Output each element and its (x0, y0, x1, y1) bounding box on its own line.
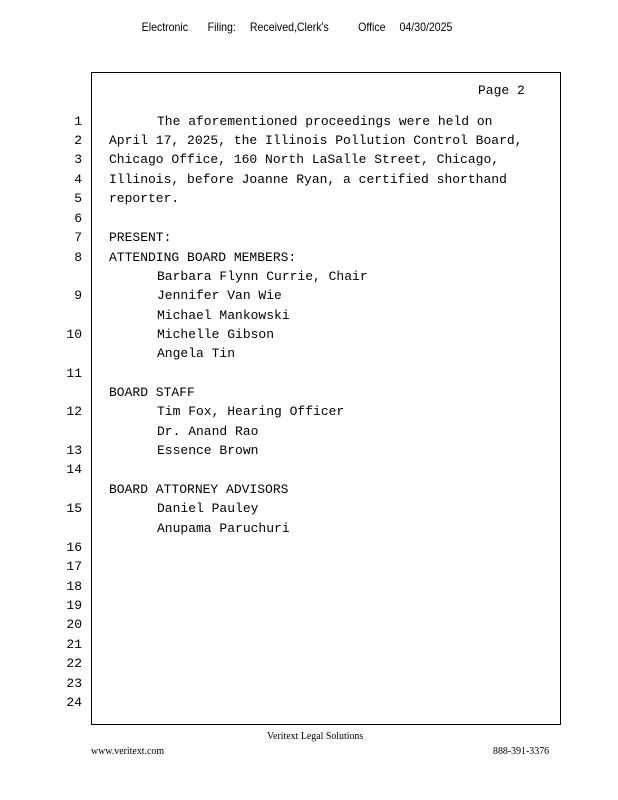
line-number: 12 (66, 404, 82, 419)
footer-company: Veritext Legal Solutions (267, 730, 364, 742)
transcript-line: The aforementioned proceedings were held on (157, 114, 493, 129)
line-number: 11 (66, 366, 82, 381)
line-number: 13 (66, 443, 82, 458)
advisor-name: Daniel Pauley (157, 501, 259, 516)
line-number: 4 (74, 172, 82, 187)
footer-phone: 888-391-3376 (493, 745, 550, 757)
line-number: 18 (66, 579, 82, 594)
board-member-name: Michelle Gibson (157, 327, 275, 342)
advisor-name: Anupama Paruchuri (157, 521, 290, 536)
board-member-name: Angela Tin (157, 346, 236, 361)
staff-name: Tim Fox, Hearing Officer (157, 404, 345, 419)
line-number: 3 (74, 152, 82, 167)
header-electronic: Electronic (141, 20, 189, 34)
line-number: 24 (66, 695, 82, 710)
transcript-line: PRESENT: (109, 230, 172, 245)
transcript-line: reporter. (109, 191, 180, 206)
board-member-name: Michael Mankowski (157, 308, 290, 323)
line-number: 10 (66, 327, 82, 342)
header-date: 04/30/2025 (399, 20, 453, 34)
header-filing: Filing: (207, 20, 236, 34)
line-number: 9 (74, 288, 82, 303)
line-number: 23 (66, 676, 82, 691)
board-member-name: Barbara Flynn Currie, Chair (157, 269, 368, 284)
line-number: 21 (66, 637, 82, 652)
line-number: 5 (74, 191, 82, 206)
board-member-name: Jennifer Van Wie (157, 288, 282, 303)
line-number: 1 (74, 114, 82, 129)
transcript-line: ATTENDING BOARD MEMBERS: (109, 250, 297, 265)
header-received: Received,Clerk's (249, 20, 329, 34)
line-number: 14 (66, 462, 82, 477)
line-number: 16 (66, 540, 82, 555)
line-number: 6 (74, 211, 82, 226)
line-number: 19 (66, 598, 82, 613)
line-number: 7 (74, 230, 82, 245)
line-number: 15 (66, 501, 82, 516)
page-label: Page 2 (478, 83, 525, 98)
line-number: 17 (66, 559, 82, 574)
line-number: 2 (74, 133, 82, 148)
line-number: 20 (66, 617, 82, 632)
section-heading: BOARD STAFF (109, 385, 195, 400)
header-office: Office (358, 20, 386, 34)
line-number: 22 (66, 656, 82, 671)
transcript-line: April 17, 2025, the Illinois Pollution Control Board, (109, 133, 523, 148)
section-heading: BOARD ATTORNEY ADVISORS (109, 482, 289, 497)
transcript-line: Illinois, before Joanne Ryan, a certified shorthand (109, 172, 507, 187)
staff-name: Essence Brown (157, 443, 259, 458)
footer-website: www.veritext.com (91, 745, 165, 757)
line-number: 8 (74, 250, 82, 265)
staff-name: Dr. Anand Rao (157, 424, 259, 439)
transcript-line: Chicago Office, 160 North LaSalle Street, Chicago, (109, 152, 500, 167)
